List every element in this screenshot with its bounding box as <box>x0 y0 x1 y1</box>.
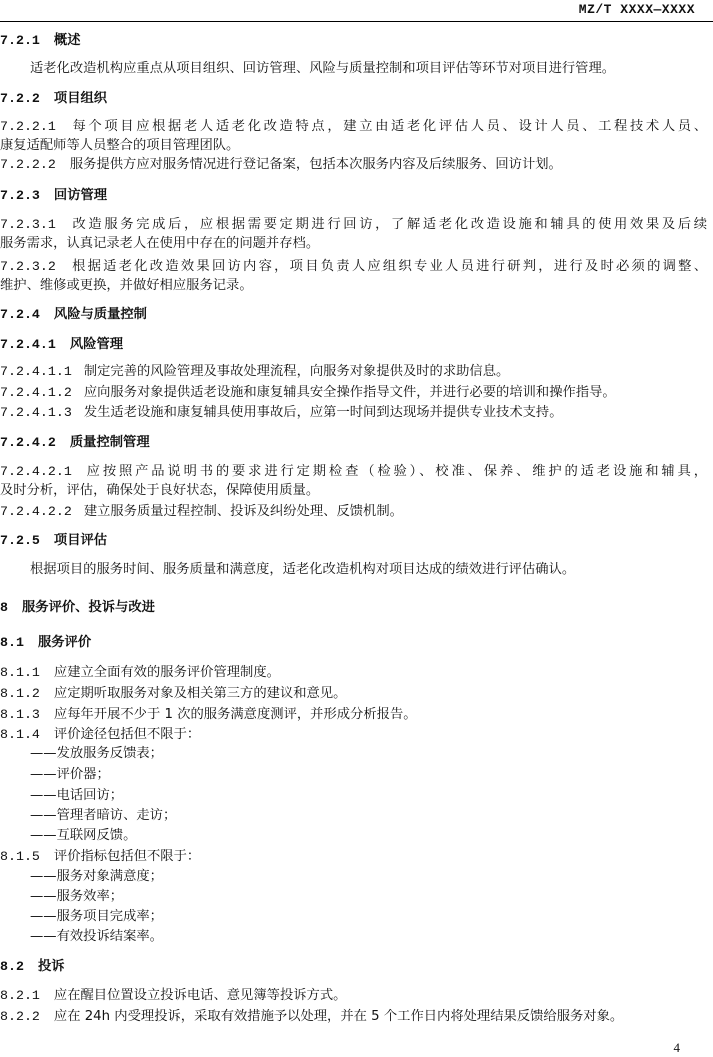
clause-8-1-5 <box>0 847 707 867</box>
heading-7-2-1 <box>0 31 707 51</box>
list-item: ——服务对象满意度； <box>30 869 163 884</box>
clause-8-1-3 <box>0 705 707 725</box>
clause-text: 服务提供方应对服务情况进行登记备案，包括本次服务内容及后续服务、回访计划。 <box>69 157 562 172</box>
page-number: 4 <box>673 1040 680 1055</box>
section-number: 7.2.1 <box>0 33 40 48</box>
section-title: 投诉 <box>37 959 65 974</box>
clause-7-2-4-1-1 <box>0 362 707 382</box>
clause-7-2-2-2 <box>0 155 707 175</box>
clause-number: 7.2.3.1 <box>0 217 56 232</box>
heading-7-2-4-2 <box>0 433 707 453</box>
clause-7-2-4-1-3 <box>0 403 707 423</box>
section-title: 回访管理 <box>53 188 108 203</box>
clause-7-2-4-2-1-cont: 及时分析，评估，确保处于良好状态，保障使用质量。 <box>0 483 320 498</box>
clause-text: 应每年开展不少于 1 次的服务满意度测评，并形成分析报告。 <box>53 707 417 722</box>
heading-7-2-5 <box>0 531 707 551</box>
clause-text: 建立服务质量过程控制、投诉及纠纷处理、反馈机制。 <box>83 504 403 519</box>
list-item: ——互联网反馈。 <box>30 828 137 843</box>
clause-number: 7.2.4.2.1 <box>0 464 72 479</box>
section-number: 8 <box>0 600 8 615</box>
clause-number: 7.2.2.1 <box>0 119 56 134</box>
heading-7-2-4-1 <box>0 335 707 355</box>
heading-7-2-2 <box>0 89 707 109</box>
clause-8-2-1 <box>0 986 707 1006</box>
clause-number: 8.1.2 <box>0 686 40 701</box>
clause-text: 评价途径包括但不限于： <box>53 727 201 742</box>
heading-8-1 <box>0 633 707 653</box>
clause-number: 8.1.1 <box>0 665 40 680</box>
clause-text: 应定期听取服务对象及相关第三方的建议和意见。 <box>53 686 347 701</box>
section-number: 7.2.3 <box>0 188 40 203</box>
clause-number: 7.2.4.1.2 <box>0 385 72 400</box>
clause-number: 7.2.2.2 <box>0 157 56 172</box>
list-item: ——服务项目完成率； <box>30 909 163 924</box>
section-title: 概述 <box>53 33 81 48</box>
clause-7-2-4-2-2 <box>0 502 707 522</box>
clause-number: 8.1.5 <box>0 849 40 864</box>
clause-number: 8.1.3 <box>0 707 40 722</box>
list-item: ——服务效率； <box>30 889 124 904</box>
clause-text: 应在醒目位置设立投诉电话、意见簿等投诉方式。 <box>53 988 347 1003</box>
header-rule <box>0 21 713 22</box>
clause-7-2-2-1-cont: 康复适配师等人员整合的项目管理团队。 <box>0 138 240 153</box>
clause-number: 7.2.3.2 <box>0 259 56 274</box>
document-code: MZ/T XXXX—XXXX <box>578 2 695 17</box>
clause-7-2-4-1-2 <box>0 383 707 403</box>
clause-number: 8.1.4 <box>0 727 40 742</box>
list-item: ——发放服务反馈表； <box>30 746 163 761</box>
clause-7-2-3-2 <box>0 257 707 277</box>
clause-7-2-3-1 <box>0 215 707 235</box>
clause-number: 7.2.4.1.1 <box>0 364 72 379</box>
clause-text: 应建立全面有效的服务评价管理制度。 <box>53 665 280 680</box>
section-number: 7.2.5 <box>0 533 40 548</box>
list-item: ——有效投诉结案率。 <box>30 929 163 944</box>
section-title: 风险与质量控制 <box>53 307 147 322</box>
section-title: 服务评价 <box>37 635 92 650</box>
section-title: 服务评价、投诉与改进 <box>21 600 155 615</box>
paragraph-7-2-5: 根据项目的服务时间、服务质量和满意度，适老化改造机构对项目达成的绩效进行评估确认。 <box>30 562 576 577</box>
clause-number: 8.2.2 <box>0 1009 40 1024</box>
list-item: ——管理者暗访、走访； <box>30 808 177 823</box>
section-number: 7.2.4.2 <box>0 435 56 450</box>
clause-8-1-4 <box>0 725 707 745</box>
heading-7-2-4 <box>0 305 707 325</box>
clause-text: 应按照产品说明书的要求进行定期检查（检验）、校准、保养、维护的适老设施和辅具， <box>83 464 707 479</box>
clause-8-1-2 <box>0 684 707 704</box>
clause-text: 评价指标包括但不限于： <box>53 849 201 864</box>
clause-number: 8.2.1 <box>0 988 40 1003</box>
section-number: 7.2.2 <box>0 91 40 106</box>
clause-7-2-3-1-cont: 服务需求，认真记录老人在使用中存在的问题并存档。 <box>0 236 320 251</box>
clause-text: 根据适老化改造效果回访内容，项目负责人应组织专业人员进行研判，进行及时必须的调整、 <box>69 259 707 274</box>
heading-8 <box>0 598 707 618</box>
paragraph-7-2-1: 适老化改造机构应重点从项目组织、回访管理、风险与质量控制和项目评估等环节对项目进行管理。 <box>30 61 616 76</box>
section-number: 8.2 <box>0 959 24 974</box>
clause-text: 每个项目应根据老人适老化改造特点，建立由适老化评估人员、设计人员、工程技术人员、 <box>69 119 707 134</box>
section-title: 项目评估 <box>53 533 108 548</box>
section-number: 7.2.4 <box>0 307 40 322</box>
clause-7-2-2-1 <box>0 117 707 137</box>
clause-7-2-3-2-cont: 维护、维修或更换，并做好相应服务记录。 <box>0 278 253 293</box>
list-item: ——电话回访； <box>30 788 124 803</box>
clause-text: 改造服务完成后，应根据需要定期进行回访，了解适老化改造设施和辅具的使用效果及后续 <box>69 217 707 232</box>
section-number: 8.1 <box>0 635 24 650</box>
clause-8-2-2 <box>0 1007 707 1027</box>
clause-7-2-4-2-1 <box>0 462 707 482</box>
clause-text: 发生适老设施和康复辅具使用事故后，应第一时间到达现场并提供专业技术支持。 <box>83 405 563 420</box>
section-title: 项目组织 <box>53 91 108 106</box>
clause-8-1-1 <box>0 663 707 683</box>
section-title: 风险管理 <box>69 337 124 352</box>
section-title: 质量控制管理 <box>69 435 150 450</box>
heading-8-2 <box>0 957 707 977</box>
clause-number: 7.2.4.2.2 <box>0 504 72 519</box>
clause-text: 应在 24h 内受理投诉，采取有效措施予以处理，并在 5 个工作日内将处理结果反馈给服务对象。 <box>53 1009 624 1024</box>
clause-number: 7.2.4.1.3 <box>0 405 72 420</box>
clause-text: 应向服务对象提供适老设施和康复辅具安全操作指导文件，并进行必要的培训和操作指导。 <box>83 385 616 400</box>
list-item: ——评价器； <box>30 767 110 782</box>
clause-text: 制定完善的风险管理及事故处理流程，向服务对象提供及时的求助信息。 <box>83 364 510 379</box>
heading-7-2-3 <box>0 186 707 206</box>
section-number: 7.2.4.1 <box>0 337 56 352</box>
